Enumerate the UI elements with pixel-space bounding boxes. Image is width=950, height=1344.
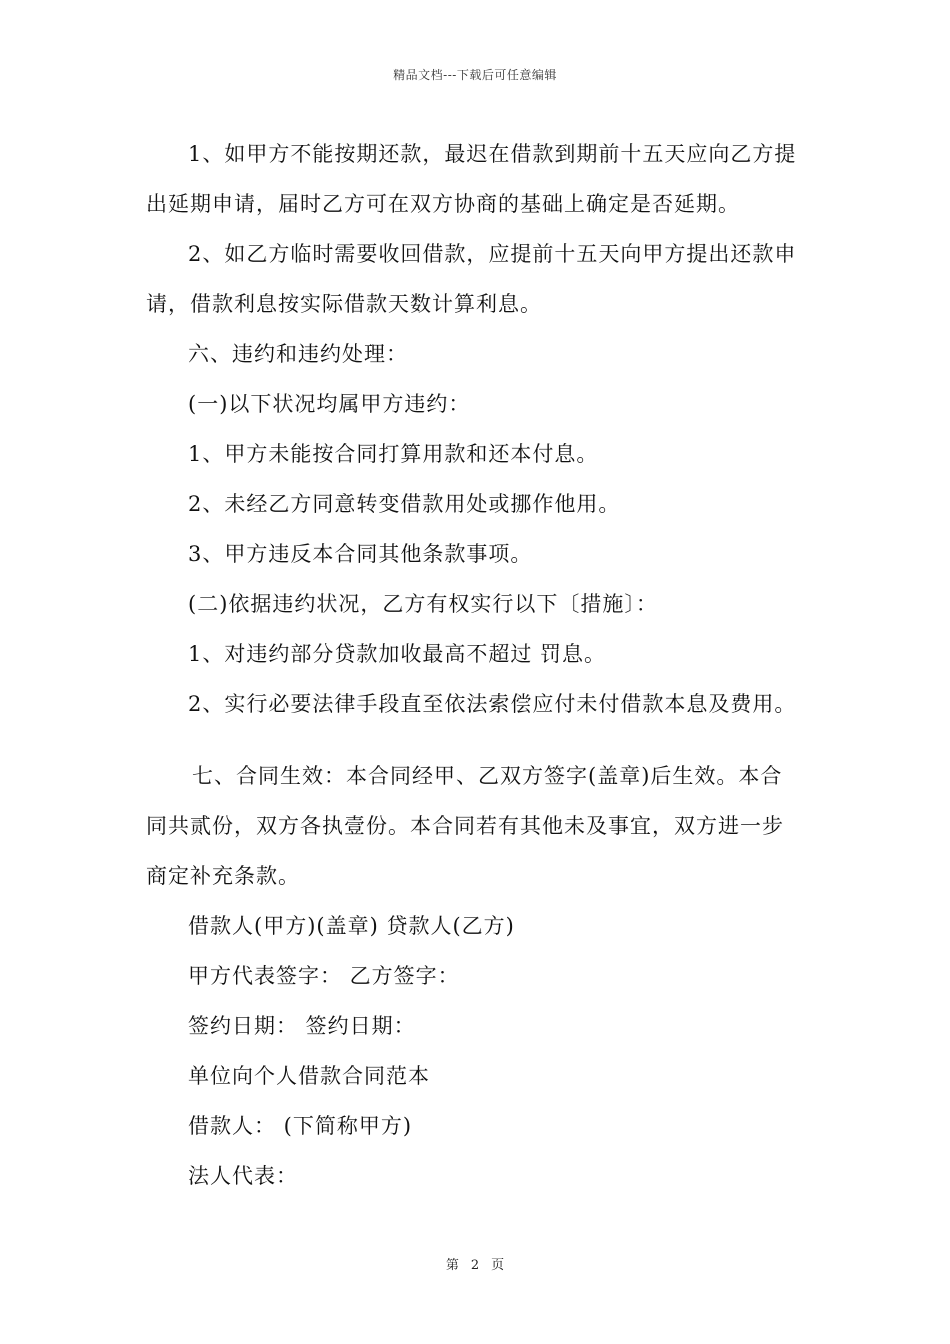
signature-line: 借款人(甲方)(盖章) 贷款人(乙方) [188,914,515,938]
text-line: 2、如乙方临时需要收回借款，应提前十五天向甲方提出还款申 [188,242,797,266]
text-line: 商定补充条款。 [146,864,300,888]
text-line: 出延期申请，届时乙方可在双方协商的基础上确定是否延期。 [146,192,740,216]
text-line: 同共贰份，双方各执壹份。本合同若有其他未及事宜，双方进一步 [146,814,784,838]
page-footer [0,1254,950,1273]
section-heading: 七、合同生效：本合同经甲、乙双方签字(盖章)后生效。本合 [192,764,783,788]
page-header: 精品文档---下载后可任意编辑 [393,68,557,82]
text-line: 1、如甲方不能按期还款，最迟在借款到期前十五天应向乙方提 [188,142,797,166]
text-line: (一)以下状况均属甲方违约： [188,392,471,416]
text-line: 1、对违约部分贷款加收最高不超过 罚息。 [188,642,607,666]
text-line: 借款人： (下简称甲方) [188,1114,413,1138]
document-title: 单位向个人借款合同范本 [188,1064,430,1088]
text-line: 2、实行必要法律手段直至依法索偿应付未付借款本息及费用。 [188,692,797,716]
text-line: 1、甲方未能按合同打算用款和还本付息。 [188,442,599,466]
page-number: 2 [470,1258,480,1273]
page-prefix: 第 [445,1258,459,1273]
text-line: (二)依据违约状况，乙方有权实行以下〔措施〕： [188,592,658,616]
date-line: 签约日期： 签约日期： [188,1014,416,1038]
signature-line: 甲方代表签字： 乙方签字： [188,964,460,988]
text-line: 2、未经乙方同意转变借款用处或挪作他用。 [188,492,621,516]
section-heading: 六、违约和违约处理： [188,342,408,366]
page-suffix: 页 [491,1258,505,1273]
text-line: 法人代表： [188,1164,298,1188]
text-line: 请，借款利息按实际借款天数计算利息。 [146,292,542,316]
text-line: 3、甲方违反本合同其他条款事项。 [188,542,533,566]
